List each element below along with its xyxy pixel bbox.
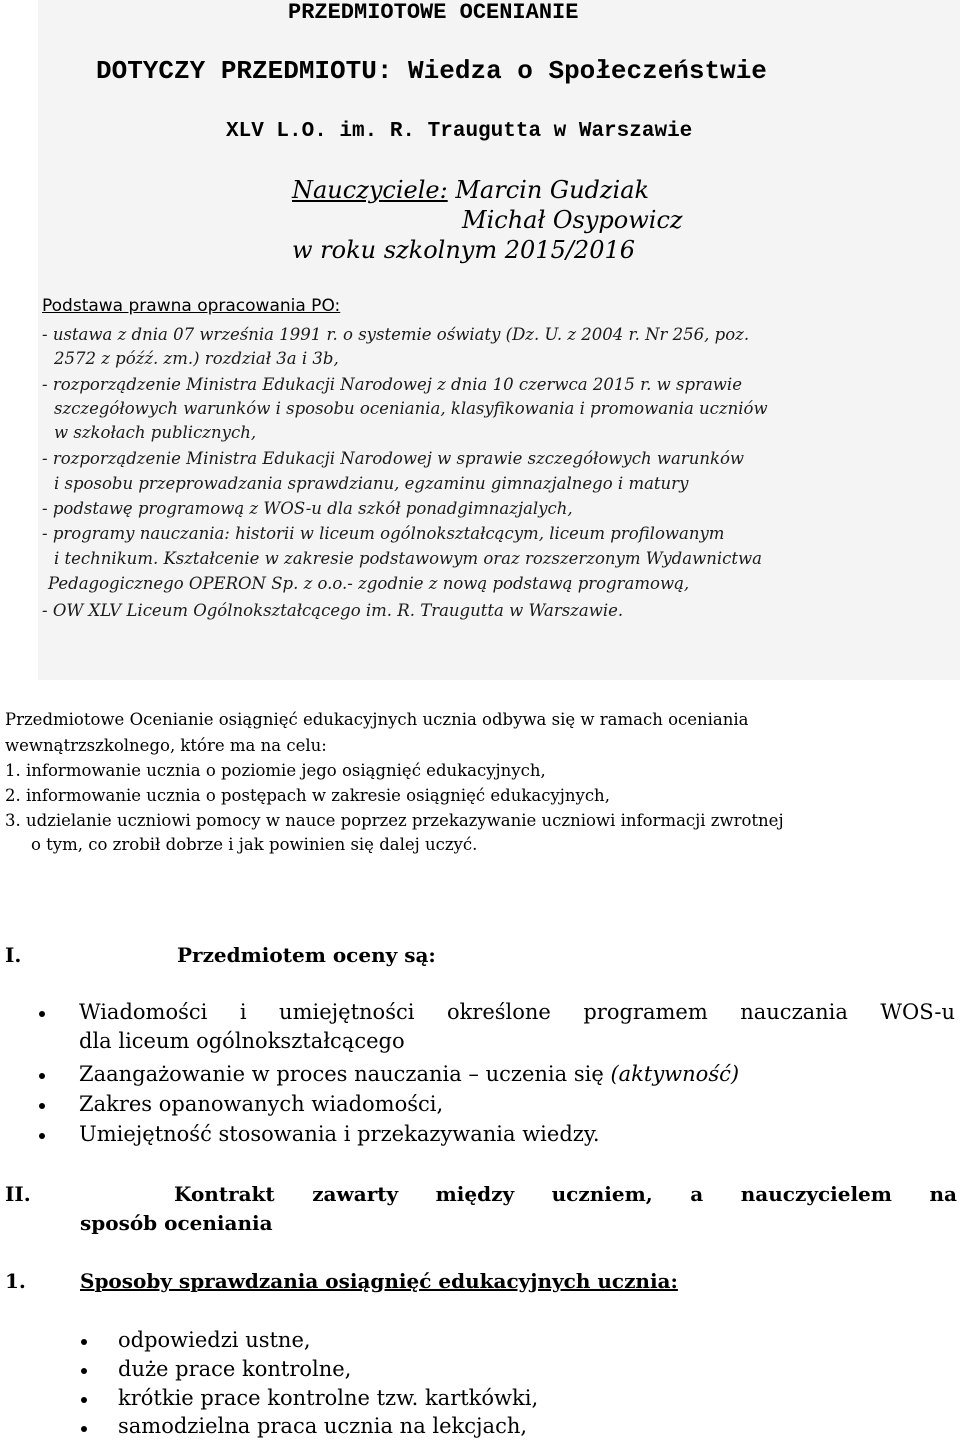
goal-item-cont: o tym, co zrobił dobrze i jak powinien się dalej uczyć. [31,835,478,854]
bullet-icon [39,1011,45,1017]
legal-line: szczegółowych warunków i sposobu oceniania, klasyfikowania i promowania uczniów [54,399,768,418]
subject-line: DOTYCZY PRZEDMIOTU: Wiedza o Społeczeństwie [96,56,767,86]
legal-line: Pedagogicznego OPERON Sp. z o.o.- zgodnie z nową podstawą programową, [48,574,690,593]
bullet-icon [81,1368,87,1374]
assessment-item: Wiadomości i umiejętności określone programem nauczania WOS-u [79,1000,955,1024]
school-year: w roku szkolnym 2015/2016 [292,236,635,264]
method-item: samodzielna praca ucznia na lekcjach, [118,1414,528,1438]
legal-line: i technikum. Kształcenie w zakresie podstawowym oraz rozszerzonym Wydawnictwa [54,549,762,568]
legal-line: - podstawę programową z WOS-u dla szkół ponadgimnazjalych, [42,499,573,518]
legal-line: w szkołach publicznych, [54,423,257,442]
bullet-icon [39,1103,45,1109]
section-2-title-cont: sposób oceniania [80,1211,273,1235]
assessment-item: Umiejętność stosowania i przekazywania wiedzy. [79,1122,600,1146]
bullet-icon [39,1133,45,1139]
teacher-1: Marcin Gudziak [455,176,650,204]
subsection-1-title: Sposoby sprawdzania osiągnięć edukacyjnych ucznia: [80,1269,678,1293]
method-item: odpowiedzi ustne, [118,1328,311,1352]
goal-item: 3. udzielanie uczniowi pomocy w nauce poprzez przekazywanie uczniowi informacji zwrotnej [5,811,784,830]
section-1-numeral: I. [5,943,22,967]
section-2-numeral: II. [5,1182,31,1206]
intro-line: wewnątrzszkolnego, które ma na celu: [5,736,327,755]
teachers-label: Nauczyciele: [292,176,448,204]
method-item: duże prace kontrolne, [118,1357,352,1381]
goal-item: 2. informowanie ucznia o postępach w zakresie osiągnięć edukacyjnych, [5,786,610,805]
assessment-item-note: (aktywność) [610,1062,740,1086]
legal-line: - rozporządzenie Ministra Edukacji Narodowej w sprawie szczegółowych warunków [42,449,744,468]
section-2-title: Kontrakt zawarty między uczniem, a nauczycielem na [174,1182,957,1206]
teacher-2: Michał Osypowicz [462,206,683,234]
legal-basis-heading: Podstawa prawna opracowania PO: [42,296,341,316]
subsection-1-numeral: 1. [5,1269,26,1293]
legal-line: - ustawa z dnia 07 września 1991 r. o systemie oświaty (Dz. U. z 2004 r. Nr 256, poz. [42,325,750,344]
school-line: XLV L.O. im. R. Traugutta w Warszawie [226,120,693,143]
doc-title: PRZEDMIOTOWE OCENIANIE [288,0,579,25]
bullet-icon [39,1073,45,1079]
method-item: krótkie prace kontrolne tzw. kartkówki, [118,1386,539,1410]
assessment-item: Zaangażowanie w proces nauczania – uczenia się (aktywność) [79,1062,740,1086]
bullet-icon [81,1339,87,1345]
legal-line: i sposobu przeprowadzania sprawdzianu, egzaminu gimnazjalnego i matury [54,474,689,493]
legal-line: - programy nauczania: historii w liceum ogólnokształcącym, liceum profilowanym [42,524,725,543]
assessment-item: Zakres opanowanych wiadomości, [79,1092,444,1116]
teachers-line [292,176,649,204]
assessment-item-cont: dla liceum ogólnokształcącego [79,1029,405,1053]
legal-line: 2572 z późź. zm.) rozdział 3a i 3b, [54,349,339,368]
goal-item: 1. informowanie ucznia o poziomie jego osiągnięć edukacyjnych, [5,761,546,780]
legal-line: - rozporządzenie Ministra Edukacji Narodowej z dnia 10 czerwca 2015 r. w sprawie [42,375,742,394]
section-1-title: Przedmiotem oceny są: [177,943,436,967]
intro-line: Przedmiotowe Ocenianie osiągnięć edukacyjnych ucznia odbywa się w ramach oceniania [5,710,749,729]
legal-line: - OW XLV Liceum Ogólnokształcącego im. R. Traugutta w Warszawie. [42,601,624,620]
bullet-icon [81,1426,87,1432]
bullet-icon [81,1397,87,1403]
